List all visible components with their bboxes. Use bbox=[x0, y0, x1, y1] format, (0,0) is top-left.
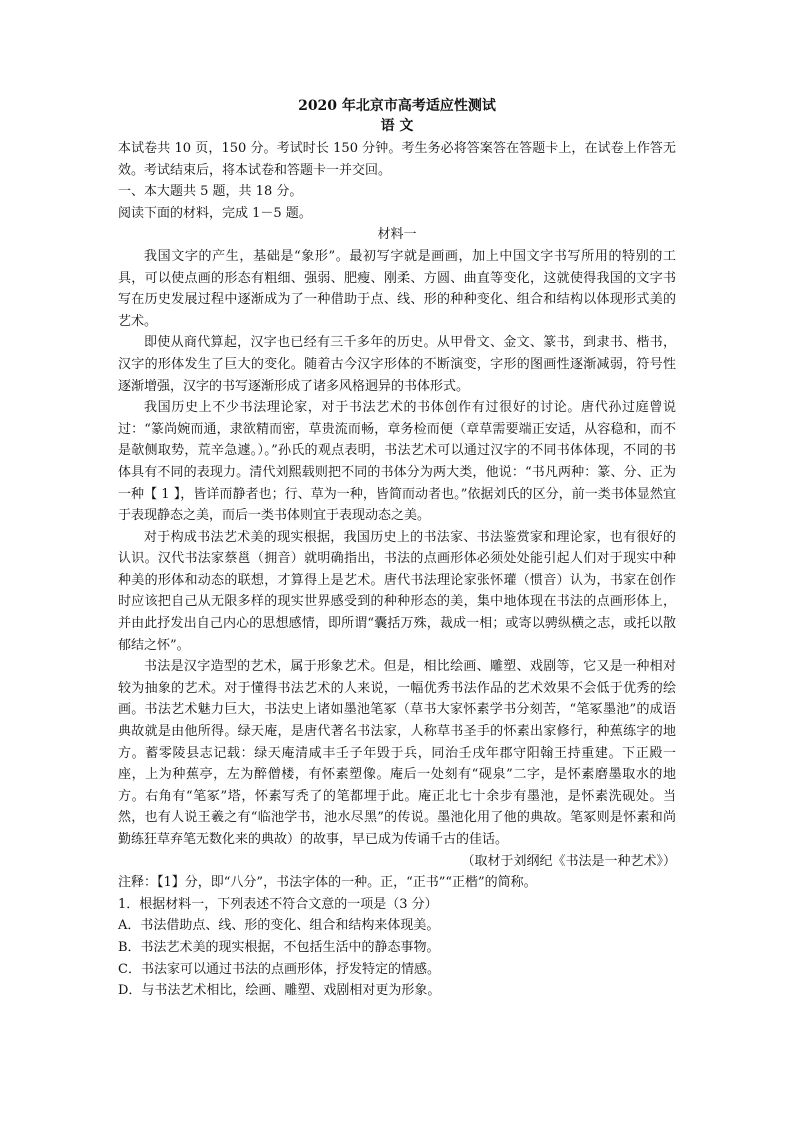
material-paragraph: 即使从商代算起，汉字也已经有三千多年的历史。从甲骨文、金文、篆书，到隶书、楷书，汉字的形体发生了巨大的变化。随着古今汉字形体的不断演变，字形的图画性逐渐减弱，符号性逐渐增强，汉字的书写逐渐形成了诸多风格迥异的书体形式。 bbox=[118, 335, 676, 394]
material-source: （取材于刘纲纪《书法是一种艺术》） bbox=[461, 853, 676, 869]
subject-title: 语 文 bbox=[380, 118, 414, 134]
reading-prompt: 阅读下面的材料，完成 1－5 题。 bbox=[118, 205, 312, 221]
question-option-b: B．书法艺术美的现实根据，不包括生活中的静态事物。 bbox=[118, 939, 440, 955]
material-paragraph: 我国文字的产生，基础是“象形”。最初写字就是画画，加上中国文字书写所用的特别的工具，可以使点画的形态有粗细、强弱、肥瘦、刚柔、方圆、曲直等变化，这就使得我国的文字书写在历史发展过程中逐渐成为了一种借助于点、线、形的种种变化、组合和结构以体现形式美的艺术。 bbox=[118, 248, 676, 329]
material-paragraph: 对于构成书法艺术美的现实根据，我国历史上的书法家、书法鉴赏家和理论家，也有很好的认识。汉代书法家蔡邕（拥音）就明确指出，书法的点画形体必须处处能引起人们对于现实中种种美的形体和动态的联想，才算得上是艺术。唐代书法理论家张怀瓘（惯音）认为，书家在创作时应该把自己从无限多样的现实世界感受到的种种形态的美，集中地体现在书法的点画形体上，并由此抒发出自己内心的思想感情，即所谓“囊括万殊，裁成一相；或寄以骋纵横之志，或托以散郁结之怀”。 bbox=[118, 529, 676, 653]
exam-page bbox=[118, 96, 676, 1002]
section-heading: 一、本大题共 5 题，共 18 分。 bbox=[118, 184, 303, 200]
exam-instructions: 本试卷共 10 页，150 分。考试时长 150 分钟。考生务必将答案答在答题卡上，在试卷上作答无效。考试结束后，将本试卷和答题卡一并交回。 bbox=[118, 141, 676, 178]
question-option-a: A．书法借助点、线、形的变化、组合和结构来体现美。 bbox=[118, 918, 440, 934]
question-stem: 1．根据材料一，下列表述不符合文意的一项是（3 分） bbox=[118, 896, 438, 912]
exam-title: 2020 年北京市高考适应性测试 bbox=[298, 98, 496, 114]
material-paragraph: 书法是汉字造型的艺术，属于形象艺术。但是，相比绘画、雕塑、戏剧等，它又是一种相对较为抽象的艺术。对于懂得书法艺术的人来说，一幅优秀书法作品的艺术效果不会低于优秀的绘画。书法艺术魅力巨大，书法史上诸如墨池笔冢（草书大家怀素学书分刻苦，“笔冢墨池”的成语典故就是由他所得。绿天庵，是唐代著名书法家，人称草书圣手的怀素出家修行，种蕉练字的地方。蓄零陵县志记载：绿天庵清咸丰壬子年毁于兵，同治壬戌年郡守阳翰王持重建。下正殿一座，上为种蕉亭，左为醉僧楼，有怀素塑像。庵后一处刻有“砚泉”二字，是怀素磨墨取水的地方。右角有“笔冢”塔，怀素写秃了的笔都埋于此。庵正北七十余步有墨池，是怀素洗砚处。当然，也有人说王羲之有“临池学书，池水尽黑”的传说。墨池化用了他的典故。笔冢则是怀素和尚勤练狂草弃笔无数化来的典故）的故事，早已成为传诵千古的佳话。 bbox=[118, 659, 676, 847]
material-label: 材料一 bbox=[377, 227, 417, 243]
question-option-d: D．与书法艺术相比，绘画、雕塑、戏剧相对更为形象。 bbox=[118, 983, 441, 999]
material-note: 注释：【1】分，即“八分”，书法字体的一种。正，“正书”“正楷”的简称。 bbox=[118, 875, 537, 891]
question-option-c: C．书法家可以通过书法的点画形体，抒发特定的情感。 bbox=[118, 961, 440, 977]
material-paragraph: 我国历史上不少书法理论家，对于书法艺术的书体创作有过很好的讨论。唐代孙过庭曾说过：“篆尚婉而通，隶欲精而密，草贵流而畅，章务检而便（章草需要端正安适，从容稳和，而不是欹侧取势，荒辛急遽。）。”孙氏的观点表明，书法艺术可以通过汉字的不同书体体现，不同的书体具有不同的表现力。清代刘熙载则把不同的书体分为两大类，他说：“书凡两种：篆、分、正为一种【 1 】，皆详而静者也；行、草为一种，皆简而动者也。”依据刘氏的区分，前一类书体显然宜于表现静态之美，而后一类书体则宜于表现动态之美。 bbox=[118, 400, 676, 524]
